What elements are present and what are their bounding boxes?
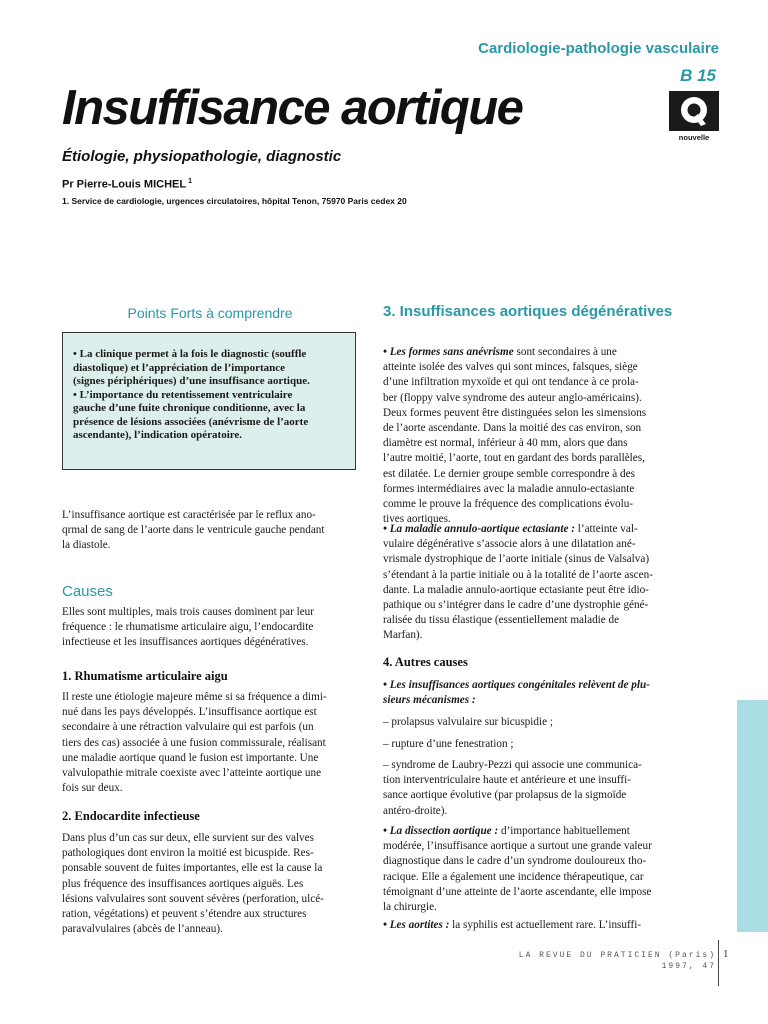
author-name: MICHEL xyxy=(143,178,187,191)
points-forts-title: Points Forts à comprendre xyxy=(127,305,293,321)
footer-divider xyxy=(718,940,719,986)
logo-caption: nouvelle xyxy=(678,133,710,142)
article-code: B 15 xyxy=(680,66,716,85)
pf-line: (signes périphériques) d’une insuffisance aortique. xyxy=(73,375,310,387)
page-title: Insuffisance aortique xyxy=(62,81,523,135)
page-number: 1 xyxy=(723,948,729,960)
affiliation: 1. Service de cardiologie, urgences circulatoires, hôpital Tenon, 75970 Paris cedex 20 xyxy=(62,196,407,206)
causes-paragraph: Elles sont multiples, mais trois causes dominent par leur fréquence : le rhumatisme articulaire aigu, l’endocardite infectieuse et les insuffisances aortiques dégénératives. xyxy=(62,606,314,649)
heading-degeneratives: 3. Insuffisances aortiques dégénératives xyxy=(383,303,673,320)
pf-line: • La clinique permet à la fois le diagnostic (souffle xyxy=(73,348,307,360)
points-forts-box xyxy=(62,332,356,470)
journal-name: LA REVUE DU PRATICIEN (Paris) xyxy=(518,951,716,960)
journal-year: 1997, 47 xyxy=(661,962,716,971)
section-title: Cardiologie-pathologie vasculaire xyxy=(478,40,719,57)
author-prefix: Pr Pierre-Louis xyxy=(62,178,141,191)
causes-heading: Causes xyxy=(62,583,113,600)
annulo-aortique-paragraph: • La maladie annulo-aortique ectasiante : l’atteinte val- vulaire dégénérative s’associe alors à une dilatation ané- vrismale dystrophique de l’aorte initiale (sinus de Valsalva) s’étendant à la partie initiale ou à la totalité de l’aorte ascen- dante. La maladie annulo-aortique ectasiante peut être idio- pathique ou s’intégrer dans le cadre d’une dystrophie géné- ralisée du tissu élastique (essentiellement maladie de Marfan). xyxy=(383,523,653,642)
side-color-band xyxy=(737,700,768,932)
author-sup: 1 xyxy=(188,178,192,185)
dissection-paragraph: • La dissection aortique : d’importance habituellement modérée, l’insuffisance aortique a surtout une grande valeur diagnostique dans le cadre d’un syndrome douloureux tho- racique. Elle a également une incidence thérapeutique, car témoignant d’une atteinte de l’aorte ascendante, elle impose la chirurgie. xyxy=(383,825,652,914)
author-line xyxy=(62,178,192,191)
pf-line: • L’importance du retentissement ventriculaire xyxy=(73,388,293,401)
pf-line: gauche d’une fuite chronique conditionne, avec la xyxy=(73,402,306,414)
aortites-paragraph: • Les aortites : la syphilis est actuellement rare. L’insuffi- xyxy=(383,919,642,931)
heading-rhumatisme: 1. Rhumatisme articulaire aigu xyxy=(62,669,228,683)
congenitales-item: – prolapsus valvulaire sur bicuspidie ; xyxy=(383,716,553,728)
rhumatisme-paragraph: Il reste une étiologie majeure même si sa fréquence a dimi- nué dans les pays développés. L’insuffisance aortique est secondaire à une rétraction valvulaire qui est parfois (un tiers des cas) associée à une fusion commissurale, réalisant une maladie aortique quand le fusion est importante. Une valvulopathie mitrale coexiste avec l’atteinte aortique une fois sur deux. xyxy=(62,691,327,795)
pf-line: ascendante), l’indication opératoire. xyxy=(73,429,243,441)
pf-line: présence de lésions associées (anévrisme de l’aorte xyxy=(73,415,309,428)
journal-footer xyxy=(519,950,716,972)
q-nouvelle-logo xyxy=(668,90,720,142)
page-subtitle: Étiologie, physiopathologie, diagnostic xyxy=(62,148,342,165)
congenitales-item: – rupture d’une fenestration ; xyxy=(383,738,514,750)
laubry-pezzi-paragraph: – syndrome de Laubry-Pezzi qui associe une communica- tion interventriculaire haute et antérieure et une insuffi- sance aortique évolutive (par prolapsus de la sigmoïde antéro-droite). xyxy=(383,759,642,817)
intro-paragraph: L’insuffisance aortique est caractérisée par le reflux ano- qrmal de sang de l’aorte dans le ventricule gauche pendant la diastole. xyxy=(62,509,325,552)
heading-autres-causes: 4. Autres causes xyxy=(383,655,468,669)
endocardite-paragraph: Dans plus d’un cas sur deux, elle survient sur des valves pathologiques dont environ la moitié est bicuspide. Res- ponsable souvent de fuites importantes, elle est la cause la plus fréquence des insuffisances aortiques aiguës. Les lésions valvulaires sont souvent sévères (perforation, ulcé- ration, végétations) et peuvent s’étendre aux structures paravalvulaires (abcès de l’anneau). xyxy=(62,832,324,936)
heading-endocardite: 2. Endocardite infectieuse xyxy=(62,809,200,823)
congenitales-paragraph: • Les insuffisances aortiques congénitales relèvent de plu- sieurs mécanismes : xyxy=(383,679,650,707)
pf-line: diastolique) et l’appréciation de l’importance xyxy=(73,361,286,374)
formes-sans-anevrisme-paragraph: • Les formes sans anévrisme sont secondaires à une atteinte isolée des valves qui sont minces, falsques, siège d’une infiltration myxoïde et qui ont tendance à ce prola- ber (floppy valve syndrome des auteur anglo-américains). Deux formes peuvent être distinguées selon les simensions de l’aorte ascendante. Dans la moitié des cas environ, son diamètre est normal, inférieur à 40 mm, alors que dans l’autre moitié, l’aorte, tout en gardant des bords parallèles, est dilatée. Le dernier groupe semble correspondre à des formes intermédiaires avec la maladie annulo-ectasiante comme le prouve la fréquence des complications évolu- tives aortiques. xyxy=(383,346,647,526)
